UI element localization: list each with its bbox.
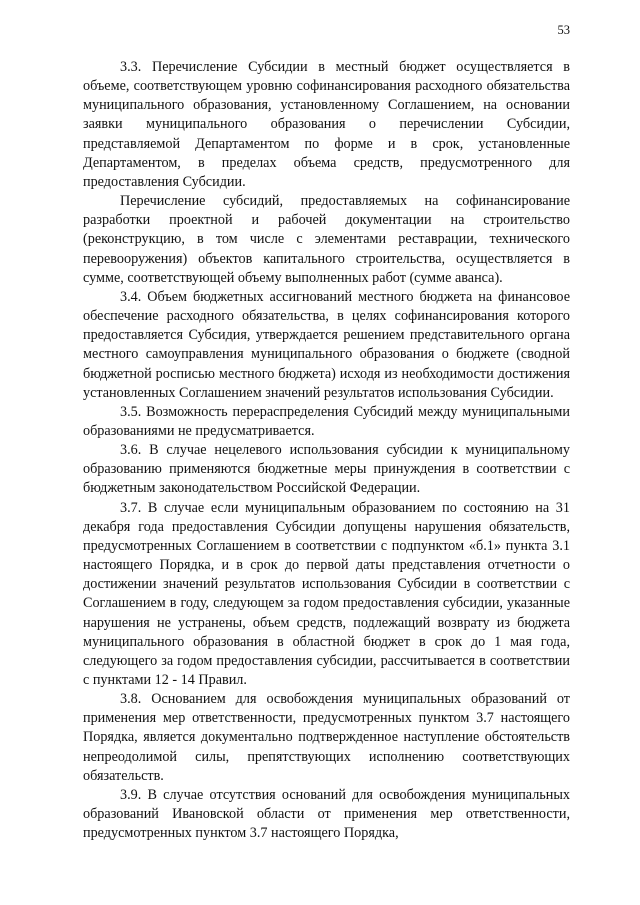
paragraph-3-5: 3.5. Возможность перераспределения Субсидий между муниципальными образованиями не предусматривается. <box>83 403 570 439</box>
paragraph-subsidy-transfer: Перечисление субсидий, предоставляемых на софинансирование разработки проектной и рабочей документации на строительство (реконструкцию, в том числе с элементами реставрации, технического перевооружения) объектов капитального строительства, осуществляется в сумме, соответствующей объему выполненных работ (сумме аванса). <box>83 193 570 286</box>
paragraph-3-6: 3.6. В случае нецелевого использования субсидии к муниципальному образованию применяются бюджетные меры принуждения в соответствии с бюджетным законодательством Российской Федерации. <box>83 442 570 497</box>
paragraph-3-9: 3.9. В случае отсутствия оснований для освобождения муниципальных образований Ивановской области от применения мер ответственности, предусмотренных пунктом 3.7 настоящего Порядка, <box>83 786 570 842</box>
paragraph-3-7: 3.7. В случае если муниципальным образованием по состоянию на 31 декабря года предоставления Субсидии допущены нарушения обязательств, предусмотренных Соглашением в соответствии с подпунктом «б.1» пункта 3.1 настоящего Порядка, и в срок до первой даты представления отчетности о достижении значений результатов использования Субсидии в соответствии с Соглашением в году, следующем за годом предоставления субсидии, указанные нарушения не устранены, объем средств, подлежащий возврату из бюджета муниципального образования в областной бюджет в срок до 1 мая года, следующего за годом предоставления субсидии, рассчитывается в соответствии с пунктами 12 - 14 Правил. <box>83 499 570 688</box>
paragraph-3-4: 3.4. Объем бюджетных ассигнований местного бюджета на финансовое обеспечение расходного обязательства, в целях софинансирования которого предоставляется Субсидия, утверждается решением представительного органа местного самоуправления муниципального образования о бюджете (сводной бюджетной росписью местного бюджета) исходя из необходимости достижения установленных Соглашением значений результатов использования Субсидии. <box>83 288 570 401</box>
page-number: 53 <box>557 23 570 37</box>
document-body <box>83 58 570 843</box>
paragraph-3-8: 3.8. Основанием для освобождения муниципальных образований от применения мер ответственности, предусмотренных пунктом 3.7 настоящего Порядка, является документально подтвержденное наступление обстоятельств непреодолимой силы, препятствующих исполнению соответствующих обязательств. <box>83 691 570 784</box>
paragraph-3-3: 3.3. Перечисление Субсидии в местный бюджет осуществляется в объеме, соответствующем уровню софинансирования расходного обязательства муниципального образования, установленному Соглашением, на основании заявки муниципального образования о перечислении Субсидии, представляемой Департаментом по форме и в срок, установленные Департаментом, в пределах объема средств, предусмотренного для предоставления Субсидии. <box>83 59 570 190</box>
